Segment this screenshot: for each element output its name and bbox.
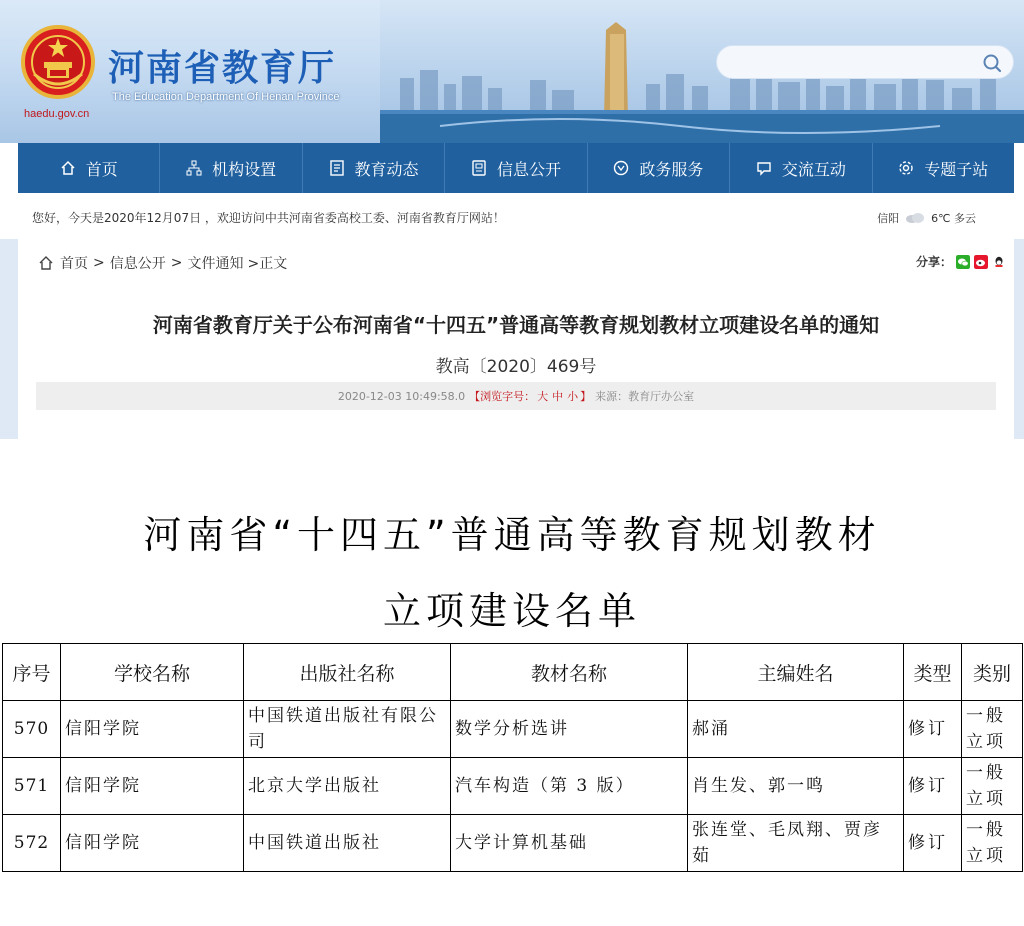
table-cell-textbook: 数学分析选讲 bbox=[451, 701, 688, 758]
search-box bbox=[716, 45, 1014, 79]
weather-widget bbox=[877, 210, 976, 226]
font-size-small-button[interactable]: 小 bbox=[567, 390, 579, 403]
breadcrumb-home[interactable]: 首页 bbox=[60, 256, 88, 272]
breadcrumb-info-public[interactable]: 信息公开 bbox=[109, 256, 166, 272]
welcome-bar bbox=[18, 193, 1014, 239]
breadcrumb bbox=[38, 253, 287, 273]
table-cell-editor: 张连堂、毛凤翔、贾彦茹 bbox=[688, 815, 904, 872]
breadcrumb-notices[interactable]: 文件通知 bbox=[187, 256, 244, 272]
breadcrumb-current: >正文 bbox=[247, 256, 288, 272]
search-icon[interactable] bbox=[981, 52, 1003, 74]
nav-label: 专题子站 bbox=[924, 159, 989, 179]
table-cell-textbook: 大学计算机基础 bbox=[451, 815, 688, 872]
project-list-table bbox=[2, 643, 1023, 872]
column-header: 学校名称 bbox=[61, 644, 244, 701]
table-header-row bbox=[3, 644, 1023, 701]
chat-icon bbox=[756, 160, 772, 176]
font-size-label: 【浏览字号： bbox=[469, 390, 536, 403]
nav-label: 信息公开 bbox=[496, 159, 561, 179]
document-title-line2: 立项建设名单 bbox=[382, 589, 641, 633]
font-size-medium-button[interactable]: 中 bbox=[552, 390, 564, 403]
article-meta-bar bbox=[36, 382, 996, 410]
search-input[interactable] bbox=[731, 53, 971, 73]
nav-label: 交流互动 bbox=[781, 159, 846, 179]
article-source: 来源：教育厅办公室 bbox=[595, 390, 695, 403]
site-subtitle: The Education Department Of Henan Province bbox=[112, 91, 340, 103]
home-icon[interactable] bbox=[38, 255, 54, 271]
table-cell-type: 修订 bbox=[904, 758, 962, 815]
weather-desc: 6℃ 多云 bbox=[931, 212, 976, 225]
column-header: 主编姓名 bbox=[688, 644, 904, 701]
news-icon bbox=[329, 160, 345, 176]
table-cell-textbook: 汽车构造（第 3 版） bbox=[451, 758, 688, 815]
table-cell-category: 一般立项 bbox=[962, 758, 1023, 815]
wechat-icon[interactable] bbox=[956, 255, 970, 269]
qq-icon[interactable] bbox=[992, 255, 1006, 269]
nav-item-organization[interactable] bbox=[160, 143, 302, 193]
gear-icon bbox=[898, 160, 914, 176]
nav-item-home[interactable] bbox=[18, 143, 160, 193]
table-row bbox=[3, 701, 1023, 758]
article-area bbox=[0, 239, 1024, 439]
table-cell-type: 修订 bbox=[904, 815, 962, 872]
nav-label: 首页 bbox=[85, 159, 118, 179]
column-header: 类别 bbox=[962, 644, 1023, 701]
table-cell-editor: 郝涌 bbox=[688, 701, 904, 758]
service-icon bbox=[613, 160, 629, 176]
document-number: 教高〔2020〕469号 bbox=[435, 357, 597, 377]
nav-item-interaction[interactable] bbox=[730, 143, 872, 193]
welcome-text: 您好，今天是2020年12月07日 ，欢迎访问中共河南省委高校工委、河南省教育厅网站！ bbox=[32, 211, 505, 225]
table-cell-index: 572 bbox=[3, 815, 61, 872]
font-size-large-button[interactable]: 大 bbox=[537, 390, 549, 403]
table-cell-index: 570 bbox=[3, 701, 61, 758]
table-row bbox=[3, 758, 1023, 815]
breadcrumb-separator: > bbox=[93, 255, 105, 271]
table-cell-publisher: 北京大学出版社 bbox=[244, 758, 451, 815]
share-bar bbox=[916, 253, 1006, 270]
column-header: 教材名称 bbox=[451, 644, 688, 701]
table-cell-publisher: 中国铁道出版社有限公司 bbox=[244, 701, 451, 758]
table-cell-category: 一般立项 bbox=[962, 701, 1023, 758]
cloud-icon bbox=[903, 212, 927, 224]
weather-city: 信阳 bbox=[877, 212, 900, 225]
weibo-icon[interactable] bbox=[974, 255, 988, 269]
document-icon bbox=[471, 160, 487, 176]
table-row bbox=[3, 815, 1023, 872]
site-banner bbox=[0, 0, 1024, 143]
column-header: 出版社名称 bbox=[244, 644, 451, 701]
table-cell-category: 一般立项 bbox=[962, 815, 1023, 872]
table-cell-school: 信阳学院 bbox=[61, 701, 244, 758]
national-emblem-icon bbox=[20, 24, 96, 100]
nav-item-news[interactable] bbox=[303, 143, 445, 193]
nav-label: 教育动态 bbox=[354, 159, 419, 179]
table-cell-type: 修订 bbox=[904, 701, 962, 758]
nav-label: 政务服务 bbox=[639, 159, 704, 179]
main-nav bbox=[18, 143, 1014, 193]
publish-datetime: 2020-12-03 10:49:58.0 bbox=[337, 389, 466, 403]
nav-item-gov-service[interactable] bbox=[588, 143, 730, 193]
table-cell-index: 571 bbox=[3, 758, 61, 815]
table-cell-publisher: 中国铁道出版社 bbox=[244, 815, 451, 872]
article-panel bbox=[18, 239, 1014, 439]
table-cell-editor: 肖生发、郭一鸣 bbox=[688, 758, 904, 815]
column-header: 序号 bbox=[3, 644, 61, 701]
table-cell-school: 信阳学院 bbox=[61, 815, 244, 872]
site-title[interactable]: 河南省教育厅 bbox=[108, 48, 337, 89]
article-title: 河南省教育厅关于公布河南省“十四五”普通高等教育规划教材立项建设名单的通知 bbox=[152, 313, 880, 337]
share-label: 分享： bbox=[915, 255, 952, 269]
breadcrumb-separator: > bbox=[170, 255, 183, 271]
column-header: 类型 bbox=[904, 644, 962, 701]
nav-label: 机构设置 bbox=[212, 159, 277, 179]
site-domain: haedu.gov.cn bbox=[24, 108, 90, 120]
table-cell-school: 信阳学院 bbox=[61, 758, 244, 815]
home-icon bbox=[60, 160, 76, 176]
nav-item-topics[interactable] bbox=[873, 143, 1014, 193]
document-title-line1: 河南省“十四五”普通高等教育规划教材 bbox=[143, 513, 881, 557]
nav-item-info-public[interactable] bbox=[445, 143, 587, 193]
org-chart-icon bbox=[186, 160, 202, 176]
font-size-label-close: 】 bbox=[580, 390, 592, 403]
